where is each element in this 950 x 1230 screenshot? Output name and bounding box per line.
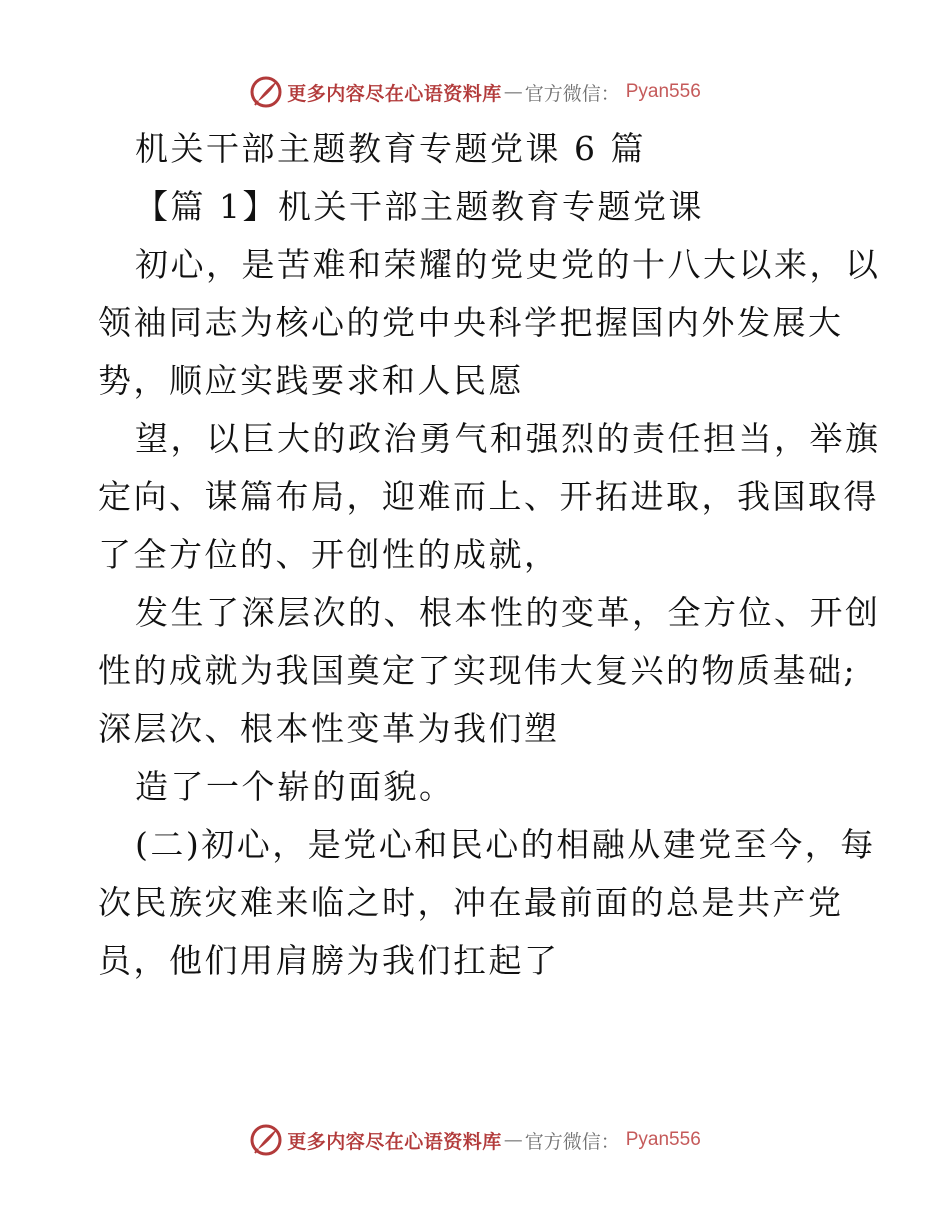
header-banner — [0, 70, 950, 114]
paragraph-line: 发生了深层次的、根本性的变革，全方位、开创 — [135, 593, 881, 632]
feather-pen-logo-icon — [249, 1123, 283, 1157]
footer-slogan: 更多内容尽在心语资料库 — [287, 1130, 502, 1153]
header-slogan: 更多内容尽在心语资料库 — [287, 82, 502, 105]
footer-banner — [0, 1118, 950, 1162]
paragraph-line: 定向、谋篇布局，迎难而上、开拓进取，我国取得 — [98, 477, 879, 516]
paragraph-line: (二)初心，是党心和民心的相融从建党至今，每 — [135, 825, 876, 864]
footer-wechat-label: 官方微信： — [524, 1130, 620, 1153]
document-body — [98, 120, 881, 990]
paragraph-line: 望，以巨大的政治勇气和强烈的责任担当，举旗 — [135, 419, 881, 458]
paragraph-line: 了全方位的、开创性的成就， — [98, 535, 560, 574]
section-heading: 【篇 1】机关干部主题教育专题党课 — [135, 187, 704, 226]
header-separator: — — [503, 81, 523, 103]
paragraph-line: 造了一个崭的面貌。 — [135, 767, 455, 806]
paragraph-line: 员，他们用肩膀为我们扛起了 — [98, 941, 560, 980]
paragraph-line: 领袖同志为核心的党中央科学把握国内外发展大 — [98, 303, 844, 342]
paragraph-line: 性的成就为我国奠定了实现伟大复兴的物质基础; — [98, 651, 858, 690]
document-title: 机关干部主题教育专题党课 6 篇 — [135, 129, 646, 168]
header-wechat-label: 官方微信： — [524, 82, 620, 105]
paragraph-line: 势，顺应实践要求和人民愿 — [98, 361, 524, 400]
footer-separator: — — [503, 1129, 523, 1151]
header-wechat-id: Pyan556 — [625, 81, 701, 102]
feather-pen-logo-icon — [249, 75, 283, 109]
paragraph-line: 深层次、根本性变革为我们塑 — [98, 709, 560, 748]
paragraph-line: 次民族灾难来临之时，冲在最前面的总是共产党 — [98, 883, 844, 922]
footer-wechat-id: Pyan556 — [625, 1129, 701, 1150]
paragraph-line: 初心，是苦难和荣耀的党史党的十八大以来，以 — [135, 245, 881, 284]
